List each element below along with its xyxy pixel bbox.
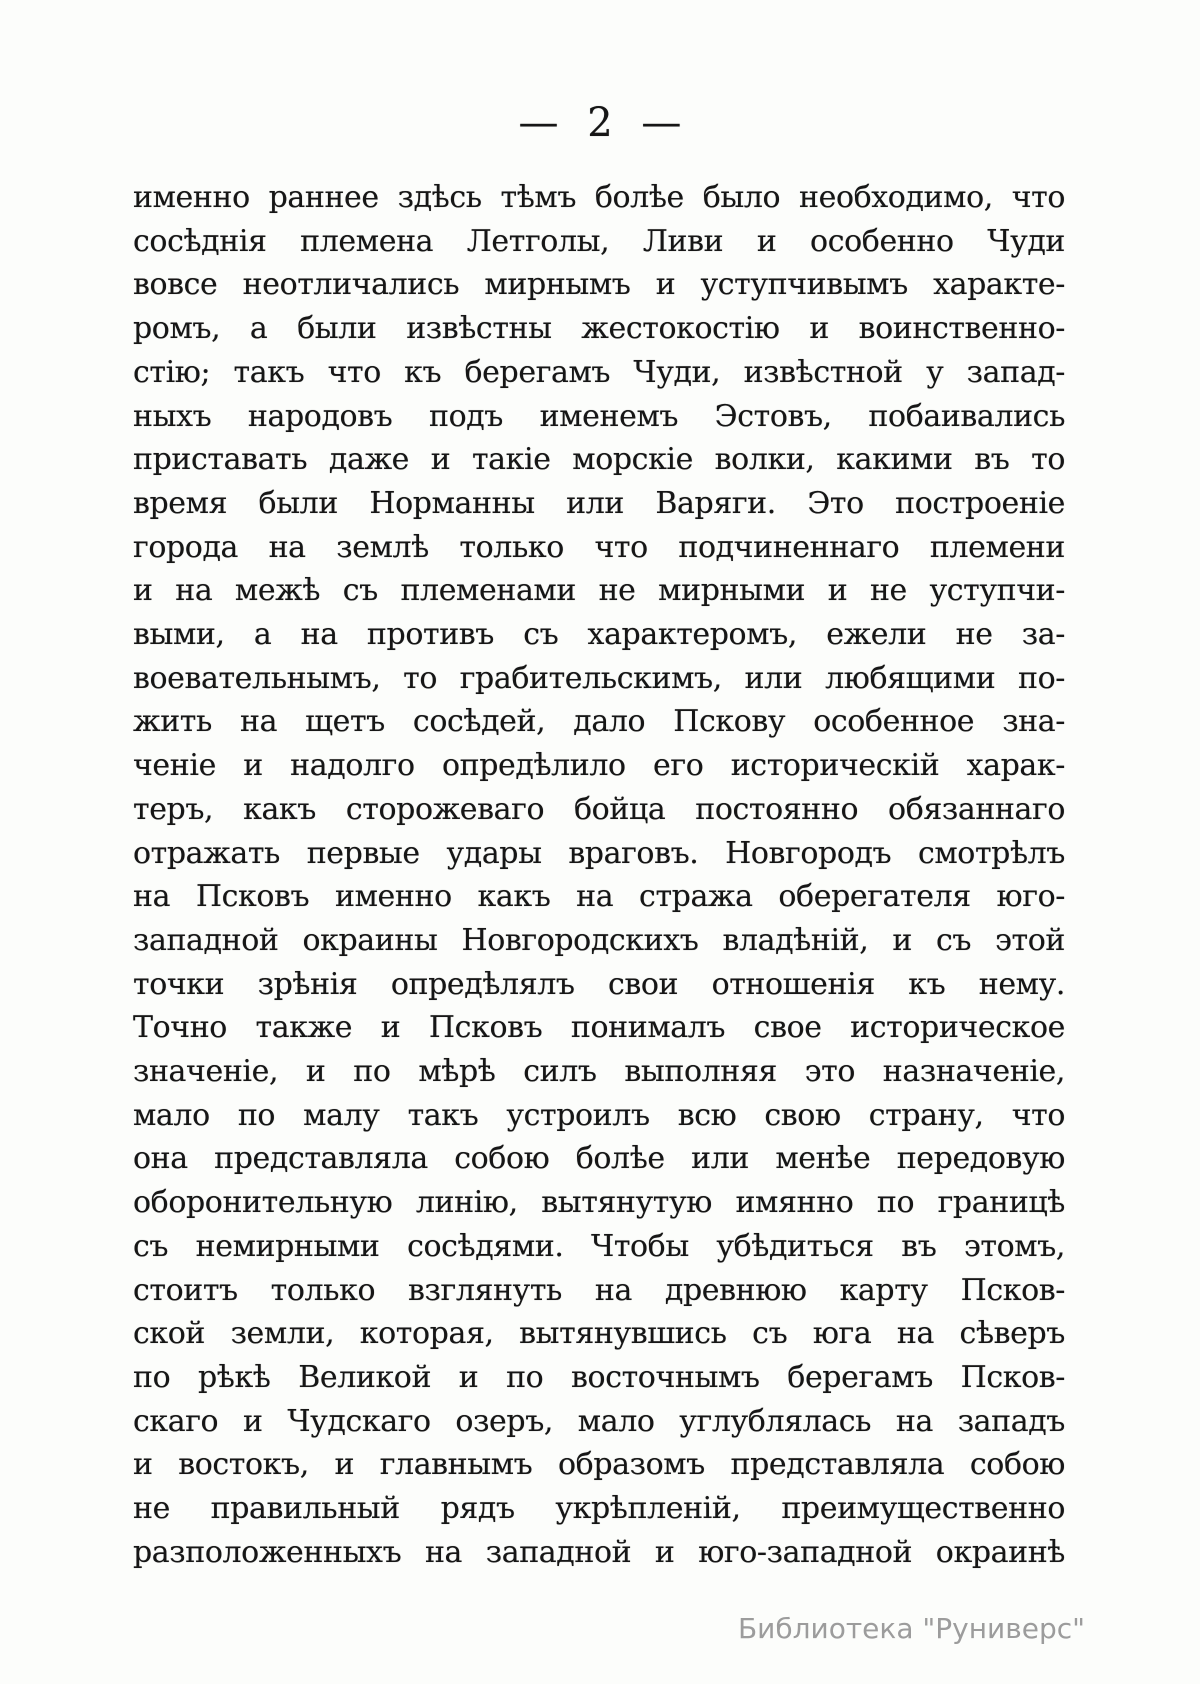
text-line: съ немирными сосѣдями. Чтобы убѣдиться въ этомъ,	[133, 1228, 1065, 1264]
text-line: разположенныхъ на западной и юго-западной окраинѣ	[133, 1534, 1065, 1570]
text-line: она представляла собою болѣе или менѣе передовую	[133, 1141, 1065, 1177]
text-line: и на межѣ съ племенами не мирными и не уступчи-	[133, 573, 1065, 609]
text-line: Точно также и Псковъ понималъ свое историческое	[133, 1010, 1065, 1046]
text-line: вовсе неотличались мирнымъ и уступчивымъ характе-	[133, 267, 1065, 303]
text-line: сосѣднія племена Летголы, Ливи и особенно Чуди	[133, 223, 1065, 259]
text-line: именно раннее здѣсь тѣмъ болѣе было необходимо, что	[133, 180, 1065, 215]
text-line: на Псковъ именно какъ на стража оберегателя юго-	[133, 879, 1065, 915]
page-number: — 2 —	[518, 100, 682, 146]
text-line: значеніе, и по мѣрѣ силъ выполняя это назначеніе,	[133, 1054, 1065, 1090]
text-line: выми, а на противъ съ характеромъ, ежели не за-	[133, 617, 1065, 653]
library-watermark: Библиотека "Руниверс"	[737, 1612, 1085, 1645]
text-line: стоитъ только взглянуть на древнюю карту Псков-	[133, 1272, 1065, 1308]
text-line: ченіе и надолго опредѣлило его историческій харак-	[133, 748, 1065, 784]
page-text-block	[133, 176, 1065, 1575]
text-line: воевательнымъ, то грабительскимъ, или любящими по-	[133, 660, 1065, 696]
text-line: жить на щетъ сосѣдей, дало Пскову особенное зна-	[133, 704, 1065, 740]
text-line: стію; такъ что къ берегамъ Чуди, извѣстной у запад-	[133, 354, 1065, 390]
text-line: города на землѣ только что подчиненнаго племени	[133, 529, 1065, 565]
text-line: скаго и Чудскаго озеръ, мало углублялась на западъ	[133, 1403, 1065, 1439]
text-line: не правильный рядъ укрѣпленій, преимущественно	[133, 1491, 1065, 1527]
text-line: мало по малу такъ устроилъ всю свою страну, что	[133, 1097, 1065, 1133]
text-line: западной окраины Новгородскихъ владѣній, и съ этой	[133, 922, 1065, 958]
text-line: отражать первые удары враговъ. Новгородъ смотрѣлъ	[133, 835, 1065, 871]
text-line: оборонительную линію, вытянутую имянно по границѣ	[133, 1185, 1065, 1221]
text-line: ромъ, а были извѣстны жестокостію и воинственно-	[133, 311, 1065, 347]
text-line: приставать даже и такіе морскіе волки, какими въ то	[133, 442, 1065, 478]
text-line: теръ, какъ сторожеваго бойца постоянно обязаннаго	[133, 791, 1065, 827]
text-line: по рѣкѣ Великой и по восточнымъ берегамъ Псков-	[133, 1359, 1065, 1395]
text-line: ской земли, которая, вытянувшись съ юга на сѣверъ	[133, 1316, 1065, 1352]
text-line: ныхъ народовъ подъ именемъ Эстовъ, побаивались	[133, 398, 1065, 434]
text-line: время были Норманны или Варяги. Это построеніе	[133, 485, 1065, 521]
text-line: точки зрѣнія опредѣлялъ свои отношенія къ нему.	[133, 966, 1065, 1002]
text-line: и востокъ, и главнымъ образомъ представляла собою	[133, 1447, 1065, 1483]
